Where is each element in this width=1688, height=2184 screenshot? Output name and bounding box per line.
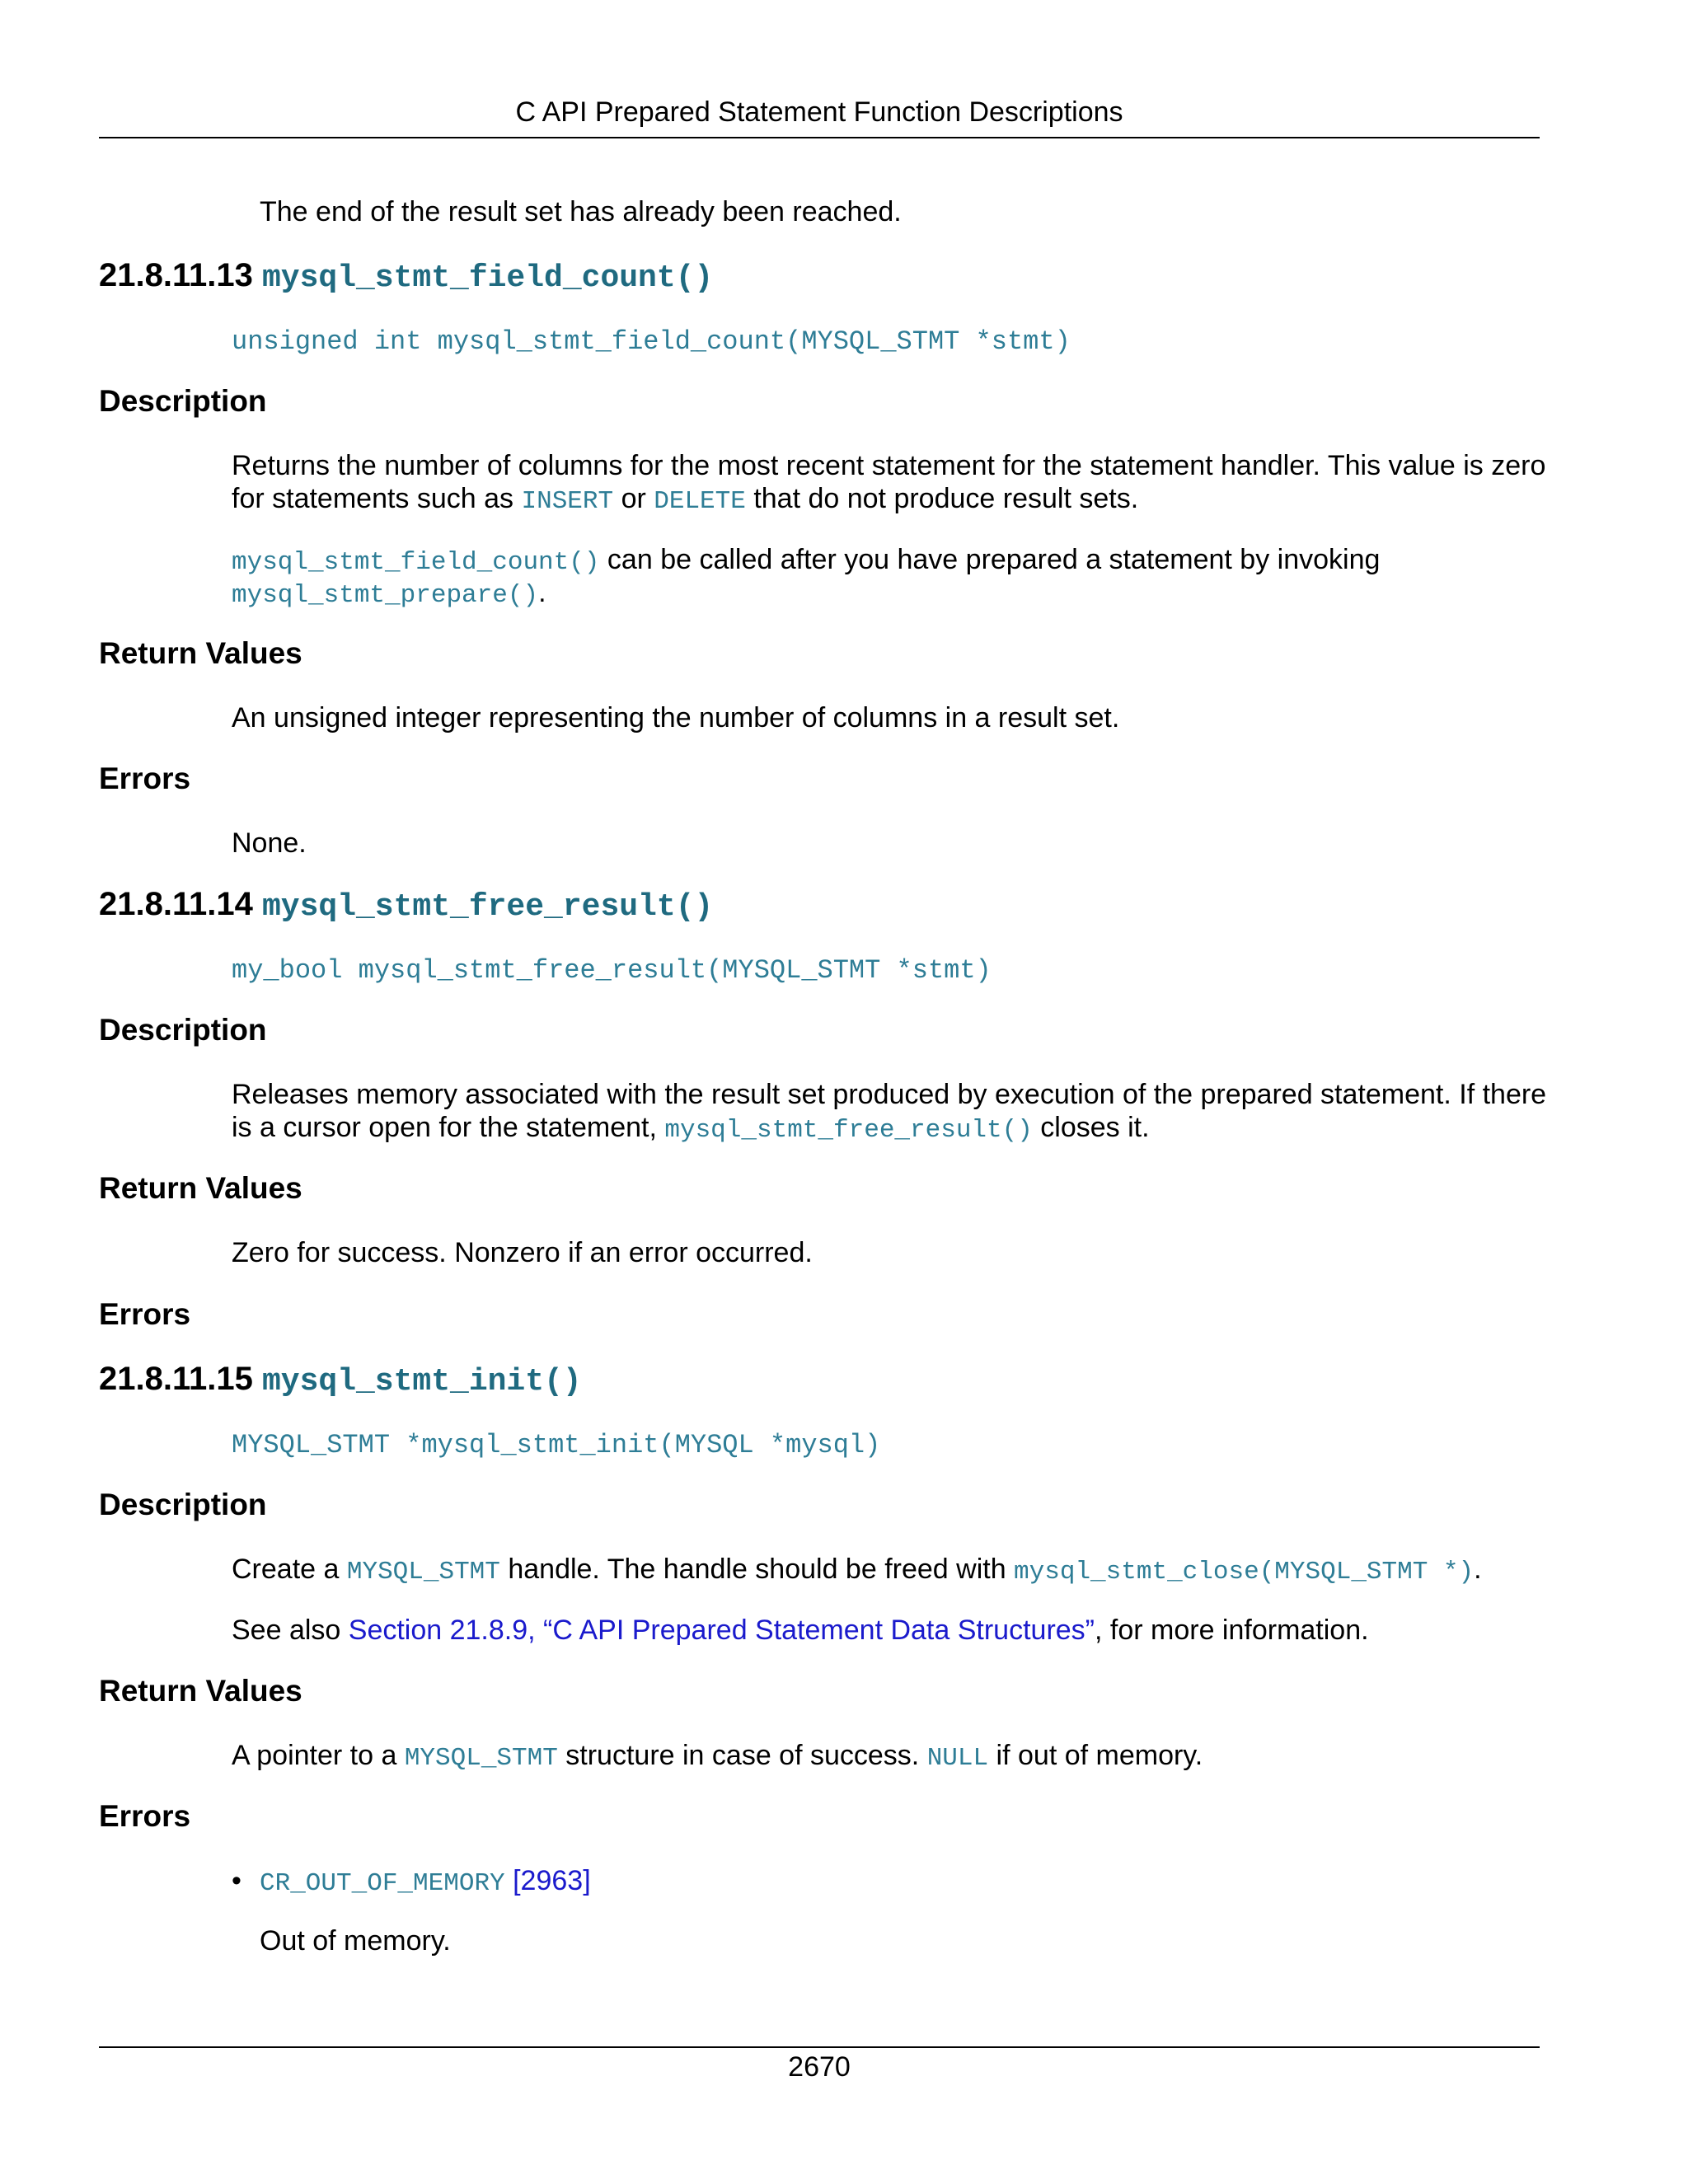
section-number: 21.8.11.14 (99, 886, 253, 922)
description-line (232, 576, 546, 612)
code-mysql-stmt: MYSQL_STMT (404, 1744, 558, 1773)
code-mysql-stmt: MYSQL_STMT (346, 1558, 500, 1586)
error-code-reference-link[interactable]: [2963] (513, 1865, 591, 1896)
section-title: mysql_stmt_free_result() (261, 889, 714, 925)
errors-heading: Errors (99, 1297, 191, 1331)
footer-rule (99, 2046, 1540, 2048)
description-line (232, 1111, 1150, 1147)
code-delete: DELETE (654, 487, 746, 516)
function-signature: unsigned int mysql_stmt_field_count(MYSQL_STMT *stmt) (232, 326, 1071, 357)
text-run: handle. The handle should be freed with (499, 1554, 1015, 1585)
description-line (232, 1614, 1369, 1647)
function-signature: my_bool mysql_stmt_free_result(MYSQL_STMT *stmt) (232, 955, 992, 986)
text-run: . (1474, 1554, 1482, 1585)
return-values-heading: Return Values (99, 1674, 302, 1708)
description-line: Releases memory associated with the result set produced by execution of the prepared statement. If there (232, 1079, 1547, 1110)
description-line (232, 1553, 1482, 1589)
errors-heading: Errors (99, 762, 191, 795)
function-signature: MYSQL_STMT *mysql_stmt_init(MYSQL *mysql) (232, 1430, 881, 1460)
header-rule (99, 137, 1540, 138)
code-insert: INSERT (521, 487, 614, 516)
text-run: A pointer to a (232, 1740, 405, 1771)
text-run: is a cursor open for the statement, (232, 1112, 665, 1143)
return-values-text: Zero for success. Nonzero if an error occurred. (232, 1237, 813, 1268)
text-run: . (538, 577, 546, 608)
text-run: structure in case of success. (557, 1740, 927, 1771)
text-run: if out of memory. (988, 1740, 1203, 1771)
text-run: for statements such as (232, 483, 522, 514)
intro-text: The end of the result set has already been reached. (260, 196, 902, 227)
section-number: 21.8.11.13 (99, 257, 253, 293)
return-values-heading: Return Values (99, 636, 302, 670)
error-item (260, 1864, 591, 1900)
section-title: mysql_stmt_field_count() (261, 260, 714, 296)
section-heading-field-count (99, 255, 713, 298)
section-number: 21.8.11.15 (99, 1361, 253, 1397)
page-number: 2670 (788, 2051, 851, 2083)
return-values-text: An unsigned integer representing the number of columns in a result set. (232, 702, 1120, 733)
code-free-result: mysql_stmt_free_result() (664, 1116, 1033, 1145)
code-stmt-close: mysql_stmt_close(MYSQL_STMT *) (1014, 1558, 1475, 1586)
description-line: Returns the number of columns for the most recent statement for the statement handler. This value is zero (232, 450, 1546, 481)
code-null: NULL (926, 1744, 989, 1773)
bullet-icon: • (232, 1865, 241, 1896)
description-line (232, 543, 1380, 579)
running-header: C API Prepared Statement Function Descriptions (515, 96, 1123, 128)
text-run: Create a (232, 1554, 347, 1585)
description-heading: Description (99, 384, 267, 418)
errors-text: None. (232, 827, 307, 859)
description-heading: Description (99, 1488, 267, 1521)
return-values-text (232, 1739, 1203, 1775)
text-run: See also (232, 1615, 349, 1646)
errors-heading: Errors (99, 1799, 191, 1833)
section-heading-free-result (99, 884, 713, 927)
text-run: that do not produce result sets. (745, 483, 1139, 514)
text-run: can be called after you have prepared a statement by invoking (599, 544, 1381, 575)
text-run: closes it. (1032, 1112, 1150, 1143)
description-line (232, 482, 1138, 518)
section-cross-reference-link[interactable]: Section 21.8.9, “C API Prepared Statement Data Structures” (348, 1615, 1095, 1646)
text-run: , for more information. (1095, 1615, 1369, 1646)
section-heading-stmt-init (99, 1359, 582, 1402)
code-field-count: mysql_stmt_field_count() (232, 548, 600, 577)
text-run: or (613, 483, 654, 514)
description-heading: Description (99, 1013, 267, 1047)
code-stmt-prepare: mysql_stmt_prepare() (232, 581, 539, 610)
error-item-description: Out of memory. (260, 1925, 451, 1957)
section-title: mysql_stmt_init() (261, 1364, 582, 1399)
return-values-heading: Return Values (99, 1171, 302, 1205)
code-cr-out-of-memory: CR_OUT_OF_MEMORY (260, 1869, 505, 1898)
